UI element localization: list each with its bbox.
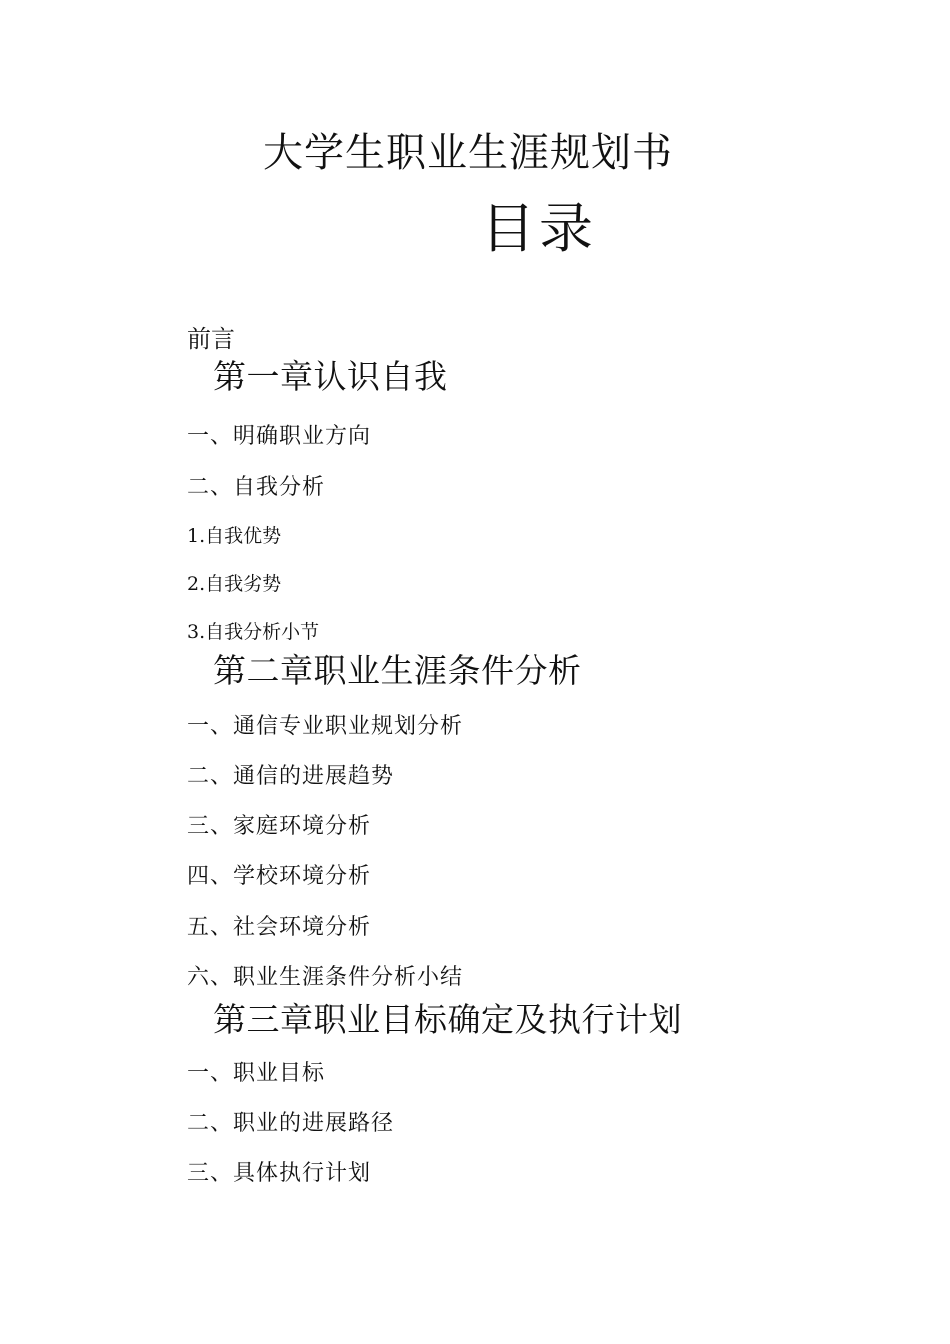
toc-entry: 六、职业生涯条件分析小结 — [187, 965, 464, 990]
toc-subentry: 3.自我分析小节 — [187, 621, 320, 643]
toc-entry: 二、通信的进展趋势 — [187, 764, 395, 789]
toc-subentry: 1.自我优势 — [187, 525, 282, 547]
toc-entry: 一、职业目标 — [187, 1061, 326, 1086]
toc-chapter-1-title: 第一章认识自我 — [213, 357, 448, 396]
toc-entry: 三、具体执行计划 — [187, 1161, 372, 1186]
toc-heading: 目录 — [481, 197, 597, 260]
toc-entry-preface: 前言 — [187, 325, 235, 353]
toc-chapter-2-title: 第二章职业生涯条件分析 — [213, 651, 582, 690]
toc-subentry: 2.自我劣势 — [187, 573, 282, 595]
toc-entry: 四、学校环境分析 — [187, 864, 372, 889]
toc-entry: 一、明确职业方向 — [187, 424, 372, 449]
toc-entry: 一、通信专业职业规划分析 — [187, 714, 464, 739]
toc-entry: 二、自我分析 — [187, 475, 326, 500]
toc-chapter-3-title: 第三章职业目标确定及执行计划 — [213, 1000, 682, 1039]
toc-entry: 五、社会环境分析 — [187, 915, 372, 940]
document-title: 大学生职业生涯规划书 — [263, 130, 673, 176]
toc-entry: 三、家庭环境分析 — [187, 814, 372, 839]
toc-entry: 二、职业的进展路径 — [187, 1111, 395, 1136]
